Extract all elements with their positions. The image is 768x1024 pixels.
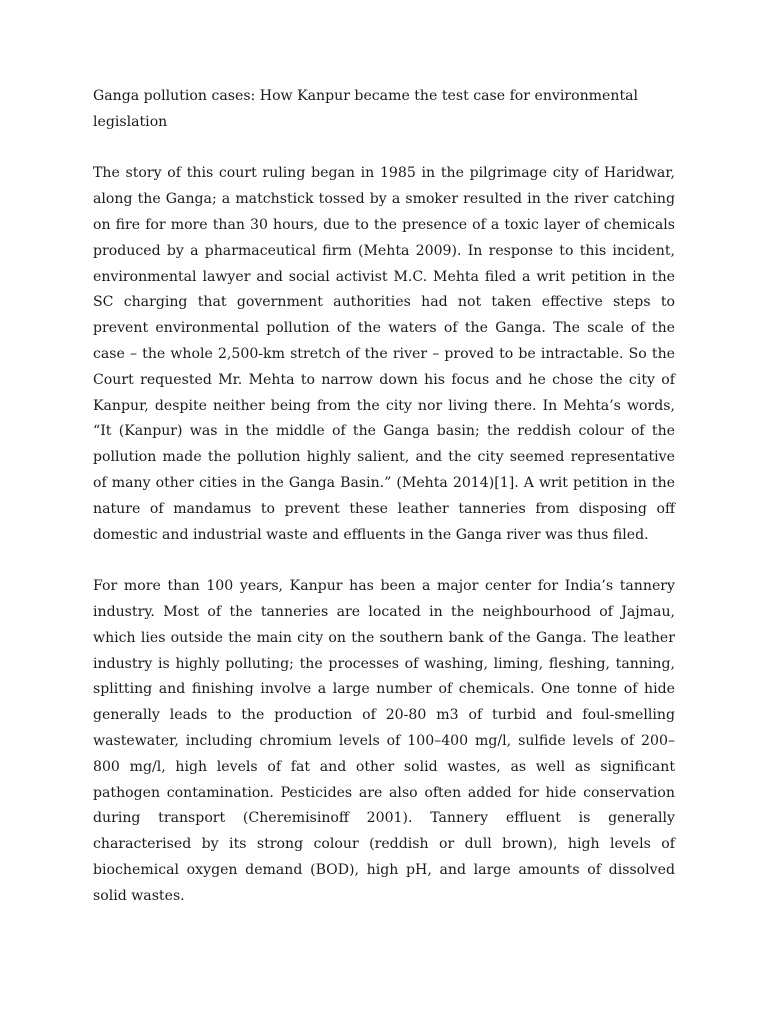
paragraph-court-ruling: The story of this court ruling began in 1985 in the pilgrimage city of Haridwar, along the Ganga; a matchstick tossed by a smoker resulted in the river catching on fire for more than 30 hours, due to the presence of a toxic layer of chemicals produced by a pharmaceutical firm (Mehta 2009). In response to this incident, environmental lawyer and social activist M.C. Mehta filed a writ petition in the SC charging that government authorities had not taken effective steps to prevent environmental pollution of the waters of the Ganga. The scale of the case – the whole 2,500-km stretch of the river – proved to be intractable. So the Court requested Mr. Mehta to narrow down his focus and he chose the city of Kanpur, despite neither being from the city nor living there. In Mehta’s words, “It (Kanpur) was in the middle of the Ganga basin; the reddish colour of the pollution made the pollution highly salient, and the city seemed representative of many other cities in the Ganga Basin.” (Mehta 2014)[1]. A writ petition in the nature of mandamus to prevent these leather tanneries from disposing off domestic and industrial waste and effluents in the Ganga river was thus filed. [93, 165, 675, 543]
document-title: Ganga pollution cases: How Kanpur became the test case for environmental legislation [93, 88, 639, 130]
paragraph-tannery-industry: For more than 100 years, Kanpur has been a major center for India’s tannery industry. Most of the tanneries are located in the neighbourhood of Jajmau, which lies outside the main city on the southern bank of the Ganga. The leather industry is highly polluting; the processes of washing, liming, fleshing, tanning, splitting and finishing involve a large number of chemicals. One tonne of hide generally leads to the production of 20-80 m3 of turbid and foul-smelling wastewater, including chromium levels of 100–400 mg/l, sulfide levels of 200–800 mg/l, high levels of fat and other solid wastes, as well as significant pathogen contamination. Pesticides are also often added for hide conservation during transport (Cheremisinoff 2001). Tannery effluent is generally characterised by its strong colour (reddish or dull brown), high levels of biochemical oxygen demand (BOD), high pH, and large amounts of dissolved solid wastes. [93, 578, 675, 904]
document-body [93, 84, 675, 935]
